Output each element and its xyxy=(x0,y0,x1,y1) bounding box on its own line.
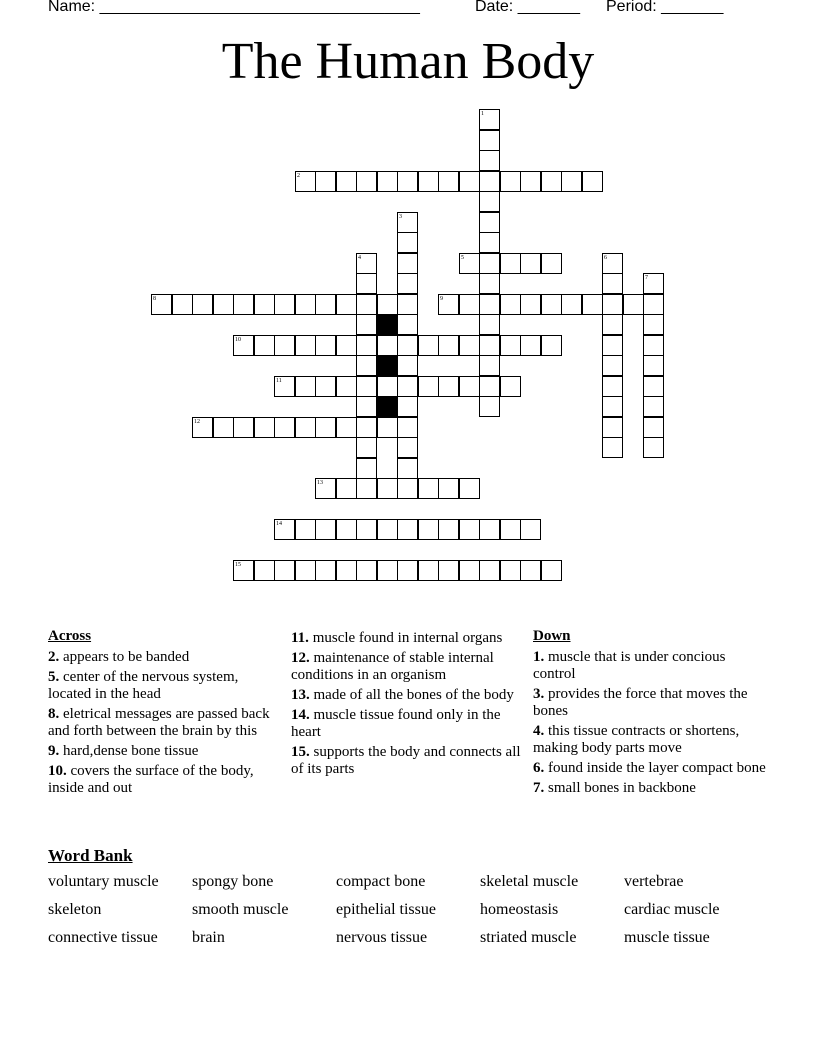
crossword-cell[interactable] xyxy=(602,314,623,335)
clue-number: 11 xyxy=(276,378,282,384)
crossword-cell[interactable] xyxy=(438,335,459,356)
crossword-cell[interactable] xyxy=(274,294,295,315)
crossword-cell[interactable] xyxy=(397,478,418,499)
across-clue: 2. appears to be banded xyxy=(48,649,190,665)
crossword-cell[interactable] xyxy=(418,376,439,397)
word-bank-item: cardiac muscle xyxy=(624,901,720,918)
crossword-cell[interactable] xyxy=(438,478,459,499)
word-bank-heading: Word Bank xyxy=(48,846,133,865)
crossword-cell[interactable] xyxy=(356,376,377,397)
across-clue: 8. eletrical messages are passed back and forth between the brain by this xyxy=(48,706,270,739)
crossword-cell[interactable] xyxy=(233,335,254,356)
across-clues-col1 xyxy=(48,628,278,800)
crossword-cell[interactable] xyxy=(295,171,316,192)
crossword-cell[interactable] xyxy=(274,376,295,397)
crossword-cell[interactable] xyxy=(397,253,418,274)
crossword-cell[interactable] xyxy=(479,109,500,130)
clue-number: 1 xyxy=(481,111,484,117)
crossword-cell[interactable] xyxy=(377,171,398,192)
crossword-cell[interactable] xyxy=(602,355,623,376)
black-cell xyxy=(377,396,398,417)
clue-number: 3 xyxy=(399,214,402,220)
crossword-cell[interactable] xyxy=(479,191,500,212)
crossword-cell[interactable] xyxy=(582,294,603,315)
crossword-cell[interactable] xyxy=(397,519,418,540)
crossword-cell[interactable] xyxy=(397,273,418,294)
word-bank-item: skeleton xyxy=(48,901,102,918)
crossword-cell[interactable] xyxy=(315,560,336,581)
crossword-cell[interactable] xyxy=(602,437,623,458)
crossword-cell[interactable] xyxy=(479,253,500,274)
crossword-cell[interactable] xyxy=(582,171,603,192)
crossword-cell[interactable] xyxy=(254,417,275,438)
word-bank-item: muscle tissue xyxy=(624,929,710,946)
period-field[interactable]: Period: _______ xyxy=(606,0,724,15)
crossword-cell[interactable] xyxy=(377,335,398,356)
clue-number: 12 xyxy=(194,419,200,425)
crossword-cell[interactable] xyxy=(336,417,357,438)
crossword-cell[interactable] xyxy=(520,335,541,356)
crossword-cell[interactable] xyxy=(336,335,357,356)
crossword-cell[interactable] xyxy=(192,417,213,438)
crossword-cell[interactable] xyxy=(397,560,418,581)
crossword-cell[interactable] xyxy=(274,560,295,581)
crossword-cell[interactable] xyxy=(479,560,500,581)
crossword-cell[interactable] xyxy=(479,376,500,397)
word-bank-item: voluntary muscle xyxy=(48,873,159,890)
black-cell xyxy=(377,314,398,335)
crossword-cell[interactable] xyxy=(397,376,418,397)
black-cell xyxy=(377,355,398,376)
across-clue: 9. hard,dense bone tissue xyxy=(48,743,199,759)
crossword-cell[interactable] xyxy=(602,273,623,294)
crossword-cell[interactable] xyxy=(459,171,480,192)
crossword-cell[interactable] xyxy=(479,171,500,192)
crossword-cell[interactable] xyxy=(336,519,357,540)
crossword-cell[interactable] xyxy=(479,212,500,233)
crossword-cell[interactable] xyxy=(213,294,234,315)
crossword-cell[interactable] xyxy=(500,560,521,581)
crossword-cell[interactable] xyxy=(397,458,418,479)
crossword-cell[interactable] xyxy=(459,335,480,356)
across-clue: 12. maintenance of stable internal conditions in an organism xyxy=(291,650,494,683)
date-field[interactable]: Date: _______ xyxy=(475,0,580,15)
crossword-cell[interactable] xyxy=(356,335,377,356)
crossword-cell[interactable] xyxy=(643,417,664,438)
crossword-cell[interactable] xyxy=(500,519,521,540)
crossword-cell[interactable] xyxy=(602,253,623,274)
crossword-cell[interactable] xyxy=(295,417,316,438)
word-bank-item: nervous tissue xyxy=(336,929,428,946)
crossword-cell[interactable] xyxy=(233,294,254,315)
crossword-cell[interactable] xyxy=(541,171,562,192)
crossword-cell[interactable] xyxy=(623,294,644,315)
crossword-cell[interactable] xyxy=(602,376,623,397)
crossword-cell[interactable] xyxy=(315,171,336,192)
crossword-cell[interactable] xyxy=(643,376,664,397)
crossword-cell[interactable] xyxy=(541,560,562,581)
crossword-cell[interactable] xyxy=(438,376,459,397)
down-clue: 6. found inside the layer compact bone xyxy=(533,760,766,776)
down-clue: 3. provides the force that moves the bones xyxy=(533,686,748,719)
crossword-cell[interactable] xyxy=(377,478,398,499)
crossword-cell[interactable] xyxy=(479,314,500,335)
crossword-cell[interactable] xyxy=(643,437,664,458)
crossword-cell[interactable] xyxy=(295,519,316,540)
word-bank-item: striated muscle xyxy=(480,929,577,946)
crossword-cell[interactable] xyxy=(213,417,234,438)
crossword-cell[interactable] xyxy=(377,560,398,581)
down-clue: 7. small bones in backbone xyxy=(533,780,696,796)
crossword-cell[interactable] xyxy=(336,171,357,192)
crossword-cell[interactable] xyxy=(643,273,664,294)
crossword-cell[interactable] xyxy=(397,232,418,253)
crossword-cell[interactable] xyxy=(520,171,541,192)
crossword-cell[interactable] xyxy=(397,335,418,356)
crossword-cell[interactable] xyxy=(438,294,459,315)
crossword-cell[interactable] xyxy=(459,560,480,581)
crossword-cell[interactable] xyxy=(643,355,664,376)
clue-number: 4 xyxy=(358,255,361,261)
crossword-cell[interactable] xyxy=(459,478,480,499)
across-clue: 13. made of all the bones of the body xyxy=(291,687,514,703)
crossword-cell[interactable] xyxy=(356,355,377,376)
crossword-cell[interactable] xyxy=(479,396,500,417)
crossword-cell[interactable] xyxy=(295,560,316,581)
crossword-cell[interactable] xyxy=(192,294,213,315)
crossword-cell[interactable] xyxy=(500,171,521,192)
word-bank-item: brain xyxy=(192,929,225,946)
crossword-cell[interactable] xyxy=(397,171,418,192)
crossword-cell[interactable] xyxy=(459,376,480,397)
clue-number: 5 xyxy=(461,255,464,261)
crossword-cell[interactable] xyxy=(418,519,439,540)
crossword-cell[interactable] xyxy=(397,396,418,417)
crossword-cell[interactable] xyxy=(418,478,439,499)
crossword-cell[interactable] xyxy=(459,519,480,540)
across-clues-col2 xyxy=(291,630,526,781)
crossword-cell[interactable] xyxy=(377,376,398,397)
crossword-cell[interactable] xyxy=(438,171,459,192)
crossword-cell[interactable] xyxy=(356,253,377,274)
crossword-cell[interactable] xyxy=(356,560,377,581)
crossword-cell[interactable] xyxy=(418,560,439,581)
clue-number: 10 xyxy=(235,337,241,343)
crossword-cell[interactable] xyxy=(561,171,582,192)
name-field[interactable]: Name: ____________________________________ xyxy=(48,0,420,15)
crossword-cell[interactable] xyxy=(500,294,521,315)
crossword-cell[interactable] xyxy=(295,294,316,315)
crossword-cell[interactable] xyxy=(520,519,541,540)
word-bank-item: spongy bone xyxy=(192,873,274,890)
clue-number: 15 xyxy=(235,562,241,568)
crossword-cell[interactable] xyxy=(520,253,541,274)
down-heading: Down xyxy=(533,628,571,644)
word-bank-item: epithelial tissue xyxy=(336,901,436,918)
down-clue: 1. muscle that is under concious control xyxy=(533,649,726,682)
crossword-cell[interactable] xyxy=(356,437,377,458)
crossword-cell[interactable] xyxy=(315,417,336,438)
crossword-cell[interactable] xyxy=(479,355,500,376)
crossword-cell[interactable] xyxy=(274,417,295,438)
crossword-cell[interactable] xyxy=(500,253,521,274)
crossword-cell[interactable] xyxy=(336,478,357,499)
crossword-cell[interactable] xyxy=(356,171,377,192)
crossword-cell[interactable] xyxy=(541,294,562,315)
across-clue: 11. muscle found in internal organs xyxy=(291,630,503,646)
crossword-cell[interactable] xyxy=(479,519,500,540)
crossword-cell[interactable] xyxy=(397,294,418,315)
crossword-cell[interactable] xyxy=(479,150,500,171)
crossword-cell[interactable] xyxy=(254,294,275,315)
crossword-cell[interactable] xyxy=(356,273,377,294)
clue-number: 13 xyxy=(317,480,323,486)
crossword-cell[interactable] xyxy=(643,335,664,356)
crossword-cell[interactable] xyxy=(541,253,562,274)
across-clue: 10. covers the surface of the body, inside and out xyxy=(48,763,254,796)
crossword-cell[interactable] xyxy=(479,294,500,315)
word-bank-item: skeletal muscle xyxy=(480,873,579,890)
crossword-cell[interactable] xyxy=(397,437,418,458)
across-clue: 5. center of the nervous system, located in the head xyxy=(48,669,239,702)
crossword-cell[interactable] xyxy=(356,458,377,479)
crossword-cell[interactable] xyxy=(233,560,254,581)
crossword-cell[interactable] xyxy=(356,396,377,417)
crossword-cell[interactable] xyxy=(459,294,480,315)
page-title: The Human Body xyxy=(221,33,595,90)
across-clue: 14. muscle tissue found only in the heart xyxy=(291,707,501,740)
crossword-cell[interactable] xyxy=(500,335,521,356)
word-bank-list xyxy=(48,872,768,948)
word-bank-item: smooth muscle xyxy=(192,901,289,918)
crossword-cell[interactable] xyxy=(438,560,459,581)
down-clues xyxy=(533,628,768,800)
crossword-cell[interactable] xyxy=(356,519,377,540)
crossword-cell[interactable] xyxy=(602,396,623,417)
down-clue: 4. this tissue contracts or shortens, making body parts move xyxy=(533,723,740,756)
crossword-cell[interactable] xyxy=(356,417,377,438)
across-heading: Across xyxy=(48,628,92,644)
clue-number: 14 xyxy=(276,521,282,527)
crossword-cell[interactable] xyxy=(561,294,582,315)
crossword-cell[interactable] xyxy=(336,560,357,581)
word-bank-item: homeostasis xyxy=(480,901,559,918)
crossword-cell[interactable] xyxy=(172,294,193,315)
crossword-cell[interactable] xyxy=(418,171,439,192)
crossword-cell[interactable] xyxy=(397,355,418,376)
crossword-cell[interactable] xyxy=(315,376,336,397)
crossword-cell[interactable] xyxy=(479,130,500,151)
crossword-cell[interactable] xyxy=(643,314,664,335)
crossword-cell[interactable] xyxy=(479,335,500,356)
crossword-cell[interactable] xyxy=(315,335,336,356)
clue-number: 8 xyxy=(153,296,156,302)
crossword-cell[interactable] xyxy=(602,294,623,315)
crossword-cell[interactable] xyxy=(295,376,316,397)
clue-number: 2 xyxy=(297,173,300,179)
clue-number: 9 xyxy=(440,296,443,302)
crossword-cell[interactable] xyxy=(274,335,295,356)
crossword-cell[interactable] xyxy=(602,417,623,438)
crossword-cell[interactable] xyxy=(315,478,336,499)
crossword-cell[interactable] xyxy=(602,335,623,356)
crossword-cell[interactable] xyxy=(643,294,664,315)
crossword-cell[interactable] xyxy=(500,376,521,397)
crossword-cell[interactable] xyxy=(356,478,377,499)
crossword-cell[interactable] xyxy=(274,519,295,540)
crossword-cell[interactable] xyxy=(295,335,316,356)
crossword-cell[interactable] xyxy=(315,294,336,315)
crossword-cell[interactable] xyxy=(459,253,480,274)
crossword-cell[interactable] xyxy=(541,335,562,356)
crossword-cell[interactable] xyxy=(397,212,418,233)
crossword-cell[interactable] xyxy=(377,294,398,315)
word-bank xyxy=(48,846,768,948)
crossword-cell[interactable] xyxy=(479,273,500,294)
crossword-cell[interactable] xyxy=(336,294,357,315)
clue-number: 7 xyxy=(645,275,648,281)
crossword-cell[interactable] xyxy=(233,417,254,438)
crossword-cell[interactable] xyxy=(479,232,500,253)
crossword-cell[interactable] xyxy=(254,335,275,356)
clue-number: 6 xyxy=(604,255,607,261)
crossword-cell[interactable] xyxy=(438,519,459,540)
crossword-cell[interactable] xyxy=(397,417,418,438)
crossword-cell[interactable] xyxy=(315,519,336,540)
word-bank-item: connective tissue xyxy=(48,929,158,946)
crossword-cell[interactable] xyxy=(520,294,541,315)
crossword-cell[interactable] xyxy=(377,519,398,540)
crossword-cell[interactable] xyxy=(643,396,664,417)
crossword-cell[interactable] xyxy=(356,294,377,315)
crossword-cell[interactable] xyxy=(254,560,275,581)
word-bank-item: compact bone xyxy=(336,873,426,890)
across-clue: 15. supports the body and connects all of its parts xyxy=(291,744,521,777)
crossword-cell[interactable] xyxy=(356,314,377,335)
word-bank-item: vertebrae xyxy=(624,873,684,890)
crossword-cell[interactable] xyxy=(520,560,541,581)
crossword-cell[interactable] xyxy=(336,376,357,397)
crossword-cell[interactable] xyxy=(418,335,439,356)
crossword-cell[interactable] xyxy=(151,294,172,315)
crossword-cell[interactable] xyxy=(377,417,398,438)
crossword-cell[interactable] xyxy=(397,314,418,335)
